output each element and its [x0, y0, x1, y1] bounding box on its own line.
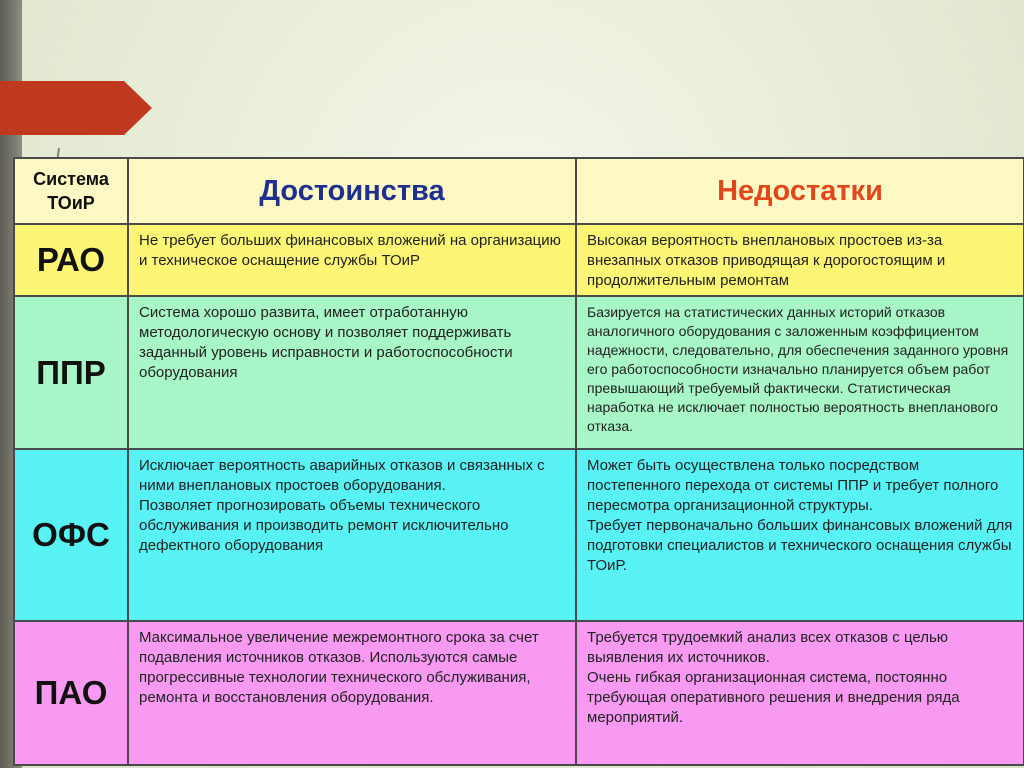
advantage-text: Исключает вероятность аварийных отказов и связанных с ними внеплановых простоев оборудования.: [139, 457, 545, 494]
advantages-column-header: Достоинства: [128, 158, 576, 224]
disadvantage-text: Высокая вероятность внеплановых простоев из-за внезапных отказов приводящая к дорогостоящим и продолжительным ремонтам: [587, 232, 946, 289]
advantage-text: Позволяет прогнозировать объемы технического обслуживания и производить ремонт исключительно дефектного оборудования: [139, 497, 509, 554]
system-label: ПАО: [14, 621, 128, 765]
disadvantages-cell: [576, 449, 1024, 621]
table-row-ofs: [14, 449, 1024, 621]
system-label: ППР: [14, 296, 128, 449]
disadvantages-column-header: Недостатки: [576, 158, 1024, 224]
system-label: ОФС: [14, 449, 128, 621]
disadvantage-text: Требует первоначально больших финансовых вложений для подготовки специалистов и технического оснащения службы ТОиР.: [587, 517, 1013, 574]
disadvantage-text: Требуется трудоемкий анализ всех отказов с целью выявления их источников.: [587, 629, 949, 666]
arrow-banner: [0, 81, 152, 135]
advantages-cell: [128, 621, 576, 765]
disadvantage-text: Базируется на статистических данных историй отказов аналогичного оборудования с заложенным коэффициентом надежности, следовательно, для обеспечения заданного уровня его работоспособности изначально планируется объем работ превышающий требуемый фактически. Статистическая наработка не исключает полностью вероятность внепланового отказа.: [587, 304, 1009, 434]
comparison-table: [13, 157, 1024, 766]
disadvantage-text: Может быть осуществлена только посредством постепенного перехода от системы ППР и требует полного пересмотра организационной структуры.: [587, 457, 999, 514]
disadvantages-cell: [576, 224, 1024, 296]
table-row-ppr: [14, 296, 1024, 449]
advantages-cell: [128, 449, 576, 621]
system-label: РАО: [14, 224, 128, 296]
disadvantages-cell: [576, 621, 1024, 765]
advantage-text: Максимальное увеличение межремонтного срока за счет подавления источников отказов. Используются самые прогрессивные технологии технического обслуживания, ремонта и восстановления оборудования.: [139, 629, 539, 706]
table-row-rao: [14, 224, 1024, 296]
disadvantages-cell: [576, 296, 1024, 449]
advantages-cell: [128, 224, 576, 296]
system-column-header: Система ТОиР: [14, 158, 128, 224]
disadvantage-text: Очень гибкая организационная система, постоянно требующая оперативного решения и внедрения ряда мероприятий.: [587, 669, 960, 726]
table-row-pao: [14, 621, 1024, 765]
advantage-text: Не требует больших финансовых вложений на организацию и техническое оснащение службы ТОиР: [139, 232, 561, 269]
table-header-row: [14, 158, 1024, 224]
advantage-text: Система хорошо развита, имеет отработанную методологическую основу и позволяет поддерживать заданный уровень исправности и работоспособности оборудования: [139, 304, 513, 381]
advantages-cell: [128, 296, 576, 449]
